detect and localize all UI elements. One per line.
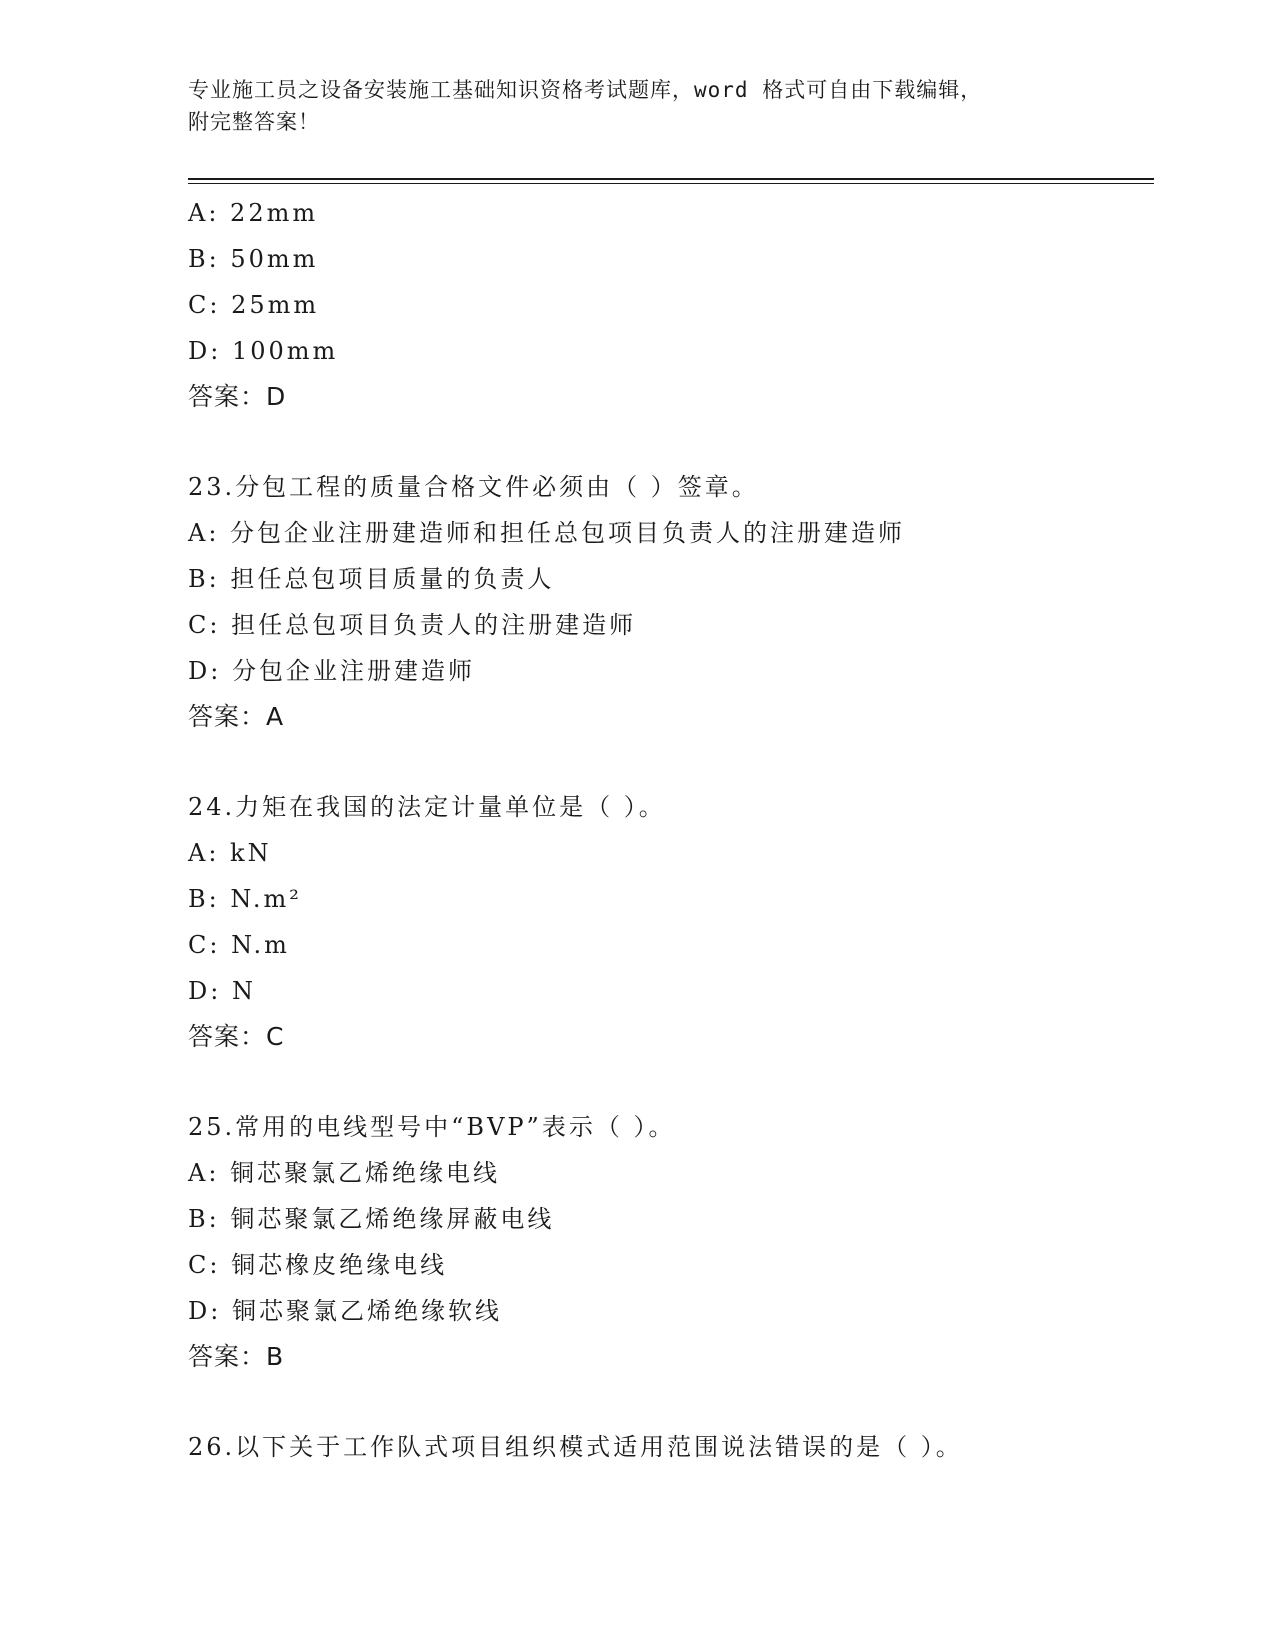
header-rule-thick xyxy=(188,178,1154,180)
option-c: C: N.m xyxy=(188,931,290,959)
answer: 答案：D xyxy=(188,382,287,411)
option-d: D: 分包企业注册建造师 xyxy=(188,657,475,685)
option-d: D: 铜芯聚氯乙烯绝缘软线 xyxy=(188,1297,502,1325)
question-block-26 xyxy=(188,1424,1154,1470)
option-d: D: 100mm xyxy=(188,337,339,365)
question-block-25 xyxy=(188,1104,1154,1380)
answer: 答案：C xyxy=(188,1022,285,1051)
document-header xyxy=(188,74,1108,138)
option-a: A: 铜芯聚氯乙烯绝缘电线 xyxy=(188,1159,501,1187)
option-d: D: N xyxy=(188,977,256,1005)
question-list xyxy=(188,190,1154,1470)
option-c: C: 25mm xyxy=(188,291,320,319)
option-b: B: 铜芯聚氯乙烯绝缘屏蔽电线 xyxy=(188,1205,555,1233)
option-a: A: 22mm xyxy=(188,199,319,227)
question-text: 25.常用的电线型号中“BVP”表示（ ）。 xyxy=(188,1113,676,1141)
option-a: A: kN xyxy=(188,839,272,867)
option-c: C: 担任总包项目负责人的注册建造师 xyxy=(188,611,637,639)
question-block-22 xyxy=(188,190,1154,420)
question-block-23 xyxy=(188,464,1154,740)
option-c: C: 铜芯橡皮绝缘电线 xyxy=(188,1251,448,1279)
answer: 答案：B xyxy=(188,1342,285,1371)
question-text: 26.以下关于工作队式项目组织模式适用范围说法错误的是（ ）。 xyxy=(188,1433,963,1461)
option-b: B: 担任总包项目质量的负责人 xyxy=(188,565,555,593)
question-text: 24.力矩在我国的法定计量单位是（ ）。 xyxy=(188,793,666,821)
question-text: 23.分包工程的质量合格文件必须由（ ）签章。 xyxy=(188,473,759,501)
header-rule-thin xyxy=(188,183,1154,184)
option-b: B: 50mm xyxy=(188,245,319,273)
option-b: B: N.m² xyxy=(188,885,302,913)
question-block-24 xyxy=(188,784,1154,1060)
answer: 答案：A xyxy=(188,702,285,731)
option-a: A: 分包企业注册建造师和担任总包项目负责人的注册建造师 xyxy=(188,519,906,547)
header-line-2: 附完整答案！ xyxy=(188,110,320,134)
header-line-1: 专业施工员之设备安装施工基础知识资格考试题库，word 格式可自由下载编辑， xyxy=(188,78,983,102)
